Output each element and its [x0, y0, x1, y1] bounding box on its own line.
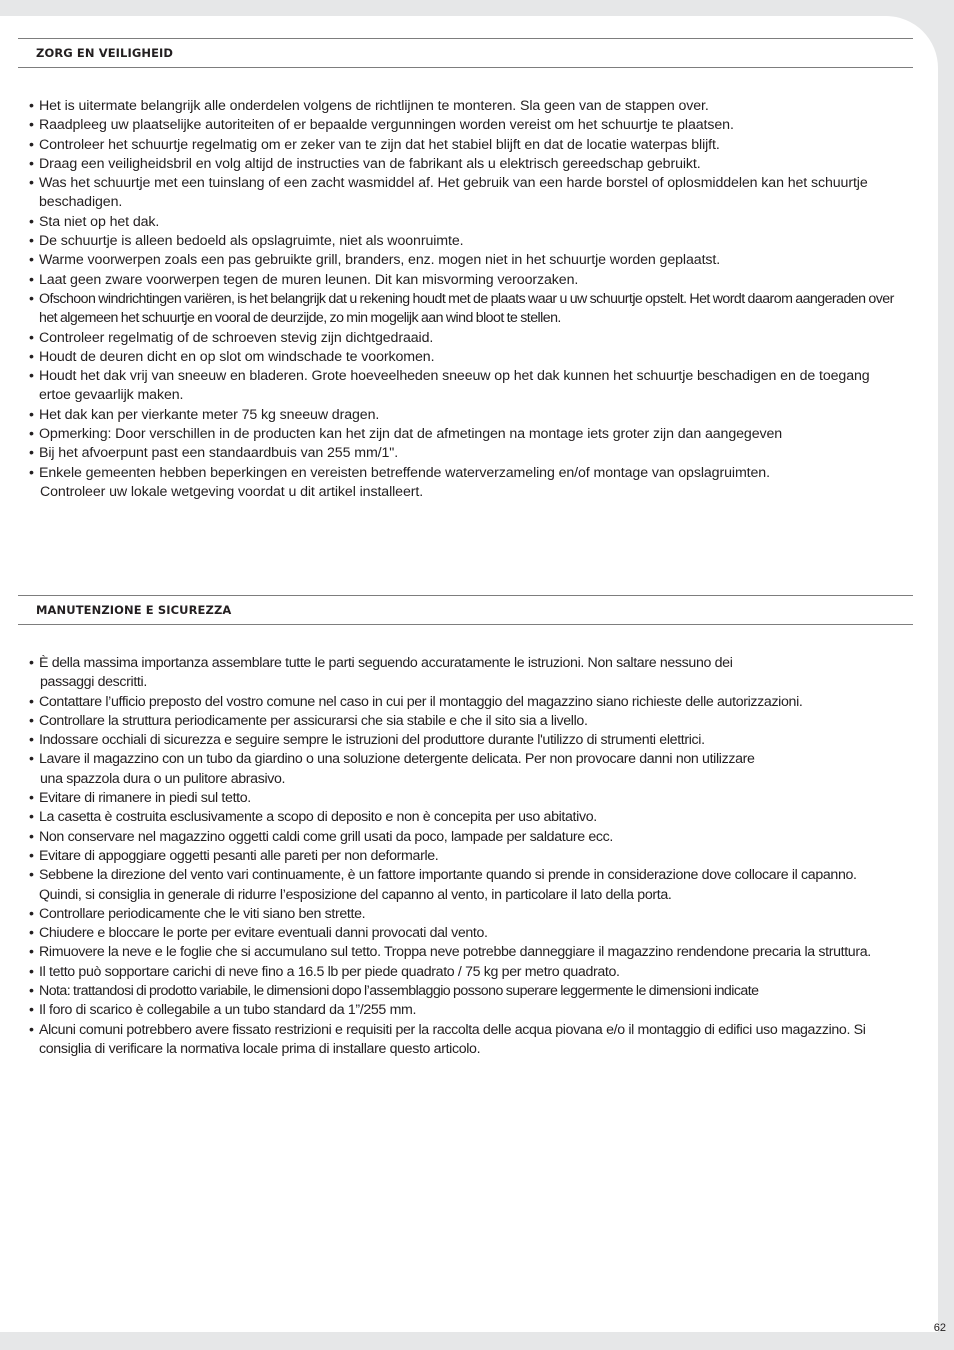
bullet-list: [18, 654, 913, 1059]
list-item-continuation: una spazzola dura o un pulitore abrasivo.: [40, 770, 286, 787]
list-item: • Controllare periodicamente che le viti siano ben strette.: [18, 905, 913, 924]
list-item: [18, 750, 913, 789]
list-item: • Controleer regelmatig of de schroeven stevig zijn dichtgedraaid.: [18, 329, 913, 348]
list-item: • De schuurtje is alleen bedoeld als opslagruimte, niet als woonruimte.: [18, 232, 913, 251]
list-item-continuation: passaggi descritti.: [40, 674, 147, 691]
list-item: • Was het schuurtje met een tuinslang of een zacht wasmiddel af. Het gebruik van een harde borstel of oplosmiddelen kan het schuurtje beschadigen.: [18, 174, 913, 213]
list-item: • Alcuni comuni potrebbero avere fissato restrizioni e requisiti per la raccolta delle acqua piovana e/o il montaggio di edifici uso magazzino. Si consiglia di verificare la normativa locale prima di installare questo articolo.: [18, 1021, 913, 1060]
list-item-continuation: Controleer uw lokale wetgeving voordat u dit artikel installeert.: [40, 483, 424, 500]
list-item-text: Lavare il magazzino con un tubo da giardino o una soluzione detergente delicata. Per non provocare danni non utilizzare: [39, 751, 755, 768]
list-item: • Controleer het schuurtje regelmatig om er zeker van te zijn dat het stabiel blijft en dat de locatie waterpas blijft.: [18, 136, 913, 155]
list-item: • Il tetto può sopportare carichi di neve fino a 16.5 lb per piede quadrato / 75 kg per metro quadrato.: [18, 963, 913, 982]
list-item: • Contattare l’ufficio preposto del vostro comune nel caso in cui per il montaggio del magazzino siano richieste delle autorizzazioni.: [18, 693, 913, 712]
bullet-list: [18, 97, 913, 502]
list-item: • Rimuovere la neve e le foglie che si accumulano sul tetto. Troppa neve potrebbe danneggiare il magazzino rendendone precaria la struttura.: [18, 943, 913, 962]
list-item: • Opmerking: Door verschillen in de producten kan het zijn dat de afmetingen na montage iets groter zijn dan aangegeven: [18, 425, 913, 444]
list-item: [18, 464, 913, 503]
list-item: • Chiudere e bloccare le porte per evitare eventuali danni provocati dal vento.: [18, 924, 913, 943]
list-item: • Evitare di appoggiare oggetti pesanti alle pareti per non deformarle.: [18, 847, 913, 866]
list-item: • Non conservare nel magazzino oggetti caldi come grill usati da poco, lampade per saldature ecc.: [18, 828, 913, 847]
list-item: • Sebbene la direzione del vento vari continuamente, è un fattore importante quando si prende in considerazione dove collocare il capanno. Quindi, si consiglia in generale di ridurre l’esposizione del capanno al vento, in particolare il lato della porta.: [18, 866, 913, 905]
list-item: • Draag een veiligheidsbril en volg altijd de instructies van de fabrikant als u elektrisch gereedschap gebruikt.: [18, 155, 913, 174]
list-item: • Evitare di rimanere in piedi sul tetto.: [18, 789, 913, 808]
list-item: • Il foro di scarico è collegabile a un tubo standard da 1”/255 mm.: [18, 1001, 913, 1020]
section-care-safety-nl: [18, 38, 913, 502]
list-item: • Controllare la struttura periodicamente per assicurarsi che sia stabile e che il sito sia a livello.: [18, 712, 913, 731]
list-item: • Ofschoon windrichtingen variëren, is het belangrijk dat u rekening houdt met de plaats waar u uw schuurtje opstelt. Het wordt daarom aangeraden over het algemeen het schuurtje en vooral de deurzijde, zo min mogelijk aan wind bloot te stellen.: [18, 290, 913, 329]
list-item-text: Enkele gemeenten hebben beperkingen en vereisten betreffende waterverzameling en/of montage van opslagruimten.: [39, 464, 770, 481]
list-item: • Het is uitermate belangrijk alle onderdelen volgens de richtlijnen te monteren. Sla geen van de stappen over.: [18, 97, 913, 116]
list-item: • Houdt de deuren dicht en op slot om windschade te voorkomen.: [18, 348, 913, 367]
list-item: • Sta niet op het dak.: [18, 213, 913, 232]
list-item: • Bij het afvoerpunt past een standaardbuis van 255 mm/1".: [18, 444, 913, 463]
list-item-text: È della massima importanza assemblare tutte le parti seguendo accuratamente le istruzioni. Non saltare nessuno dei: [39, 655, 733, 671]
list-item: • Indossare occhiali di sicurezza e seguire sempre le istruzioni del produttore durante l'utilizzo di strumenti elettrici.: [18, 731, 913, 750]
section-heading: ZORG EN VEILIGHEID: [18, 38, 913, 68]
list-item: • Laat geen zware voorwerpen tegen de muren leunen. Dit kan misvorming veroorzaken.: [18, 271, 913, 290]
document-page: [0, 16, 938, 1332]
list-item: • Het dak kan per vierkante meter 75 kg sneeuw dragen.: [18, 406, 913, 425]
list-item: • Warme voorwerpen zoals een pas gebruikte grill, branders, enz. mogen niet in het schuurtje worden geplaatst.: [18, 251, 913, 270]
list-item: • Nota: trattandosi di prodotto variabile, le dimensioni dopo l’assemblaggio possono superare leggermente le dimensioni indicate: [18, 982, 913, 1001]
list-item: [18, 654, 913, 693]
page-number: 62: [933, 1322, 946, 1334]
list-item: • Raadpleeg uw plaatselijke autoriteiten of er bepaalde vergunningen worden vereist om het schuurtje te plaatsen.: [18, 116, 913, 135]
section-care-safety-it: [18, 595, 913, 1059]
section-heading: MANUTENZIONE E SICUREZZA: [18, 595, 913, 625]
list-item: • Houdt het dak vrij van sneeuw en bladeren. Grote hoeveelheden sneeuw op het dak kunnen het schuurtje beschadigen en de toegang ertoe gevaarlijk maken.: [18, 367, 913, 406]
list-item: • La casetta è costruita esclusivamente a scopo di deposito e non è concepita per uso abitativo.: [18, 808, 913, 827]
